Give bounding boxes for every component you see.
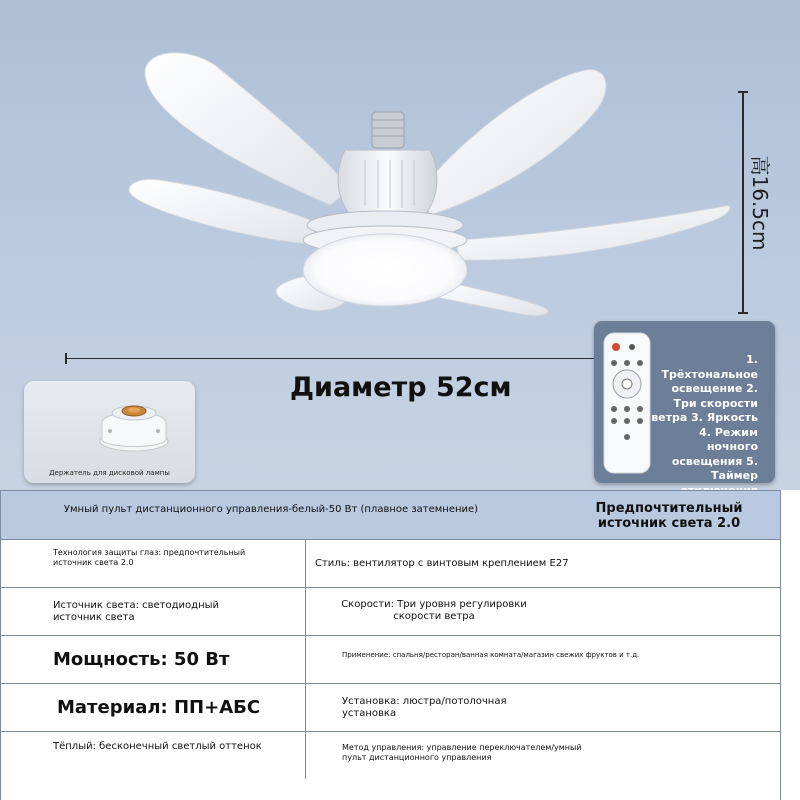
table-row	[1, 587, 780, 636]
table-row	[1, 635, 780, 684]
fan-blade	[455, 206, 730, 260]
spec-application: Применение: спальня/ресторан/ванная комната/магазин свежих фруктов и т.д.	[342, 651, 640, 659]
table-body	[0, 539, 781, 800]
diameter-dimension-line	[65, 358, 595, 359]
table-row	[1, 539, 780, 588]
spec-warm-tone: Тёплый: бесконечный светлый оттенок	[53, 741, 262, 752]
diameter-dimension-tick	[65, 353, 67, 364]
spec-eye-protection: Технология защиты глаз: предпочтительный источник света 2.0	[53, 548, 246, 567]
spec-material: Материал: ПП+АБС	[57, 697, 261, 718]
fan-blade	[420, 70, 606, 215]
table-header	[0, 490, 781, 540]
table-row	[1, 683, 780, 732]
spec-power: Мощность: 50 Вт	[53, 649, 230, 670]
table-row	[1, 731, 780, 779]
spec-style: Стиль: вентилятор с винтовым креплением E27	[315, 558, 569, 569]
height-dimension-tick	[738, 91, 748, 93]
spec-light-source: Источник света: светодиодный источник света	[53, 600, 219, 623]
e27-screw-base	[372, 112, 404, 148]
lamp-holder-card	[24, 381, 195, 483]
height-dimension-line	[742, 92, 744, 314]
height-dimension-tick	[738, 312, 748, 314]
spec-installation: Установка: люстра/потолочная установка	[342, 696, 507, 719]
led-light-panel	[303, 234, 467, 306]
specification-table	[0, 490, 800, 800]
spec-speeds: Скорости: Три уровня регулировки скорости ветра	[341, 599, 527, 622]
height-label: 高16.5cm	[748, 155, 772, 251]
header-light-source: Предпочтительный источник света 2.0	[595, 501, 743, 531]
diameter-label: Диаметр 52см	[290, 372, 512, 403]
header-product-name: Умный пульт дистанционного управления-белый-50 Вт (плавное затемнение)	[63, 504, 479, 515]
spec-control-method: Метод управления: управление переключателем/умный пульт дистанционного управления	[342, 743, 582, 762]
motor-housing	[338, 150, 437, 215]
lamp-holder-caption: Держатель для дисковой лампы	[49, 469, 170, 477]
remote-features-text: 1. Трёхтональное освещение 2. Три скорости ветра 3. Яркость 4. Режим ночного освещения 5. Таймер	[651, 353, 758, 482]
lamp-holder-icon	[24, 381, 195, 483]
